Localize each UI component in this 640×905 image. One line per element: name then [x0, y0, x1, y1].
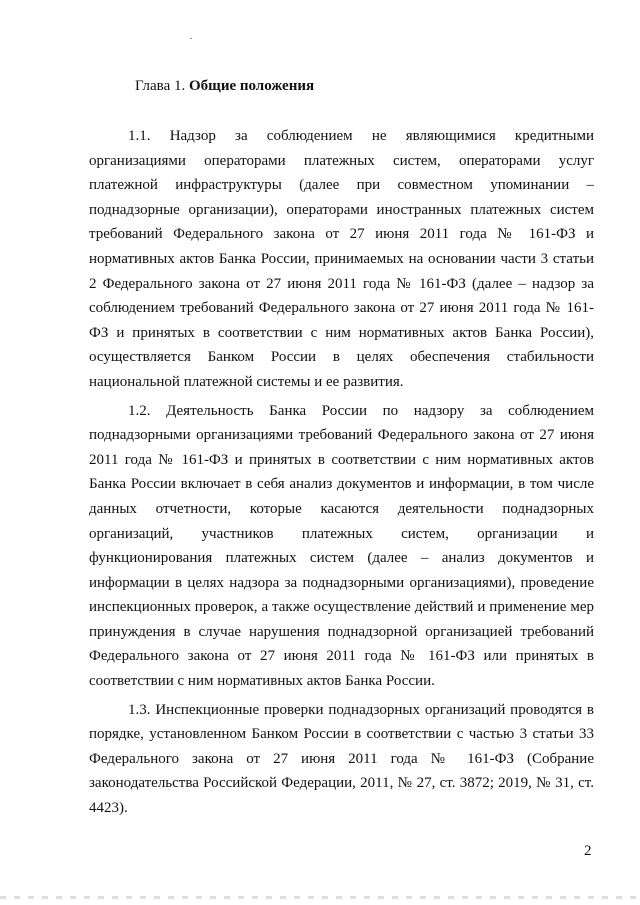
paragraph-1-2: 1.2. Деятельность Банка России по надзору за соблюдением поднадзорными организациями требований Федерального закона от 27 июня 2011 года № 161-ФЗ и принятых в соответствии с ним нормативных актов Банка России включает в себя анализ документов и информации, в том числе данных отчетности, которые касаются деятельности поднадзорных организаций, участников платежных систем, организации и функционирования платежных систем (далее – анализ документов и информации в целях надзора за поднадзорными организациями), проведение инспекционных проверок, а также осуществление действий и применение мер принуждения в случае нарушения поднадзорной организацией требований Федерального закона от 27 июня 2011 года № 161-ФЗ или принятых в соответствии с ним нормативных актов Банка России. — [89, 402, 594, 690]
chapter-title: Общие положения — [188, 78, 315, 94]
scan-artifact-line — [0, 896, 640, 899]
chapter-heading — [135, 76, 314, 96]
paragraph-1-1: 1.1. Надзор за соблюдением не являющимися кредитными организациями операторами платежных систем, операторами услуг платежной инфраструктуры (далее при совместном упоминании – поднадзорные организации), операторами иностранных платежных систем требований Федерального закона от 27 июня 2011 года № 161-ФЗ и нормативных актов Банка России, принимаемых на основании части 3 статьи 2 Федерального закона от 27 июня 2011 года № 161-ФЗ (далее – надзор за соблюдением требований Федерального закона от 27 июня 2011 года № 161-ФЗ и принятых в соответствии с ним нормативных актов Банка России), осуществляется Банком России в целях обеспечения стабильности национальной платежной системы и ее развития. — [89, 128, 594, 390]
chapter-prefix: Глава 1. — [135, 78, 186, 94]
paragraph-1-3: 1.3. Инспекционные проверки поднадзорных организаций проводятся в порядке, установленном Банком России в соответствии с частью 3 статьи 33 Федерального закона от 27 июня 2011 года № 161-ФЗ (Собрание законодательства Российской Федерации, 2011, № 27, ст. 3872; 2019, № 31, ст. 4423). — [89, 701, 594, 817]
page-number: 2 — [584, 843, 592, 859]
scan-speck — [190, 38, 192, 39]
document-body — [89, 124, 594, 825]
